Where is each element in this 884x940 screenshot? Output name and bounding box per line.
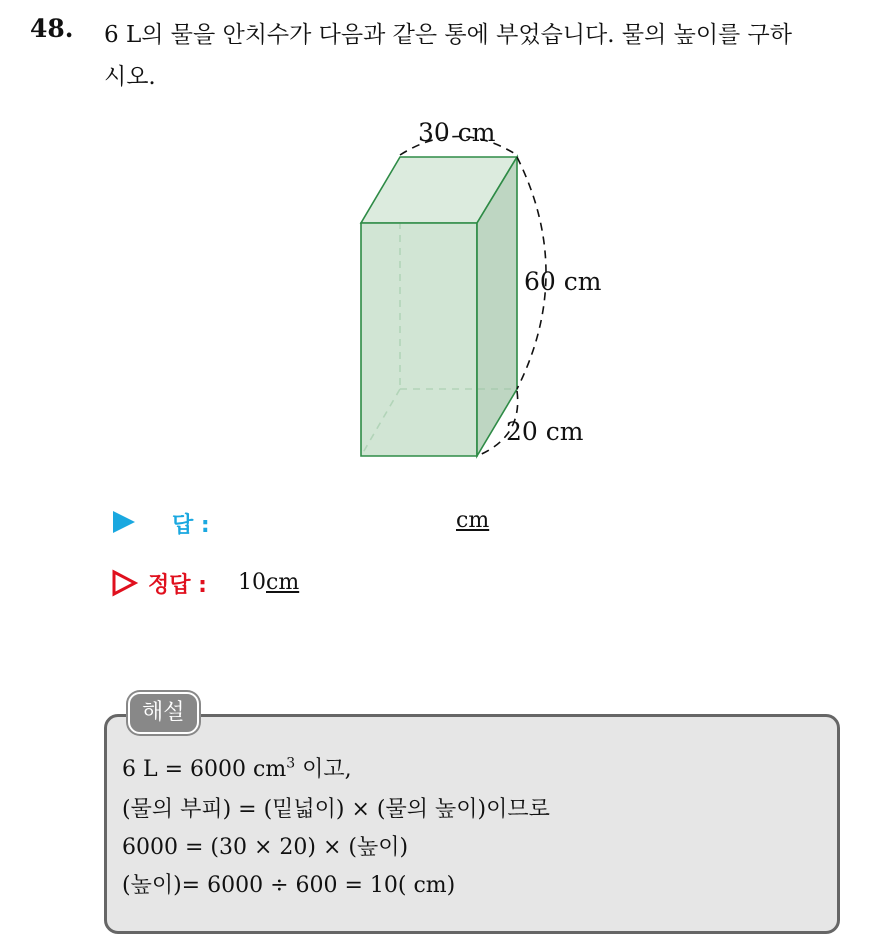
explanation-box [104, 714, 840, 934]
correct-answer-label: 정답 : [148, 573, 207, 598]
explanation-line-3: 6000 = (30 × 20) × (높이) [122, 835, 409, 860]
correct-answer-row [110, 566, 410, 602]
explanation-line-1: 6 L = 6000 $cm^3$ 이고, [122, 755, 352, 782]
correct-answer-unit: cm [266, 570, 300, 595]
explanation-tab: 해설 [128, 692, 199, 734]
correct-answer-value: 10 [238, 570, 266, 595]
explanation-line-2: (물의 부피) = (밑넓이) × (물의 높이)이므로 [122, 797, 550, 822]
depth-label: 20 cm [506, 417, 584, 446]
box-front-face [361, 223, 477, 456]
answer-label: 답 : [172, 513, 210, 538]
width-label: 30 cm [418, 118, 496, 147]
play-outline-icon [110, 568, 140, 598]
answer-unit: cm [456, 508, 490, 533]
question-text-line-2: 시오. [104, 64, 156, 90]
explanation-line-4: (높이)= 6000 ÷ 600 = 10( cm) [122, 873, 456, 898]
question-text-line-1: 6 L의 물을 안치수가 다음과 같은 통에 부었습니다. 물의 높이를 구하 [104, 22, 792, 48]
height-label: 60 cm [524, 267, 602, 296]
question-number: 48. [30, 14, 74, 43]
answer-row [110, 506, 510, 542]
play-filled-icon [110, 508, 138, 536]
